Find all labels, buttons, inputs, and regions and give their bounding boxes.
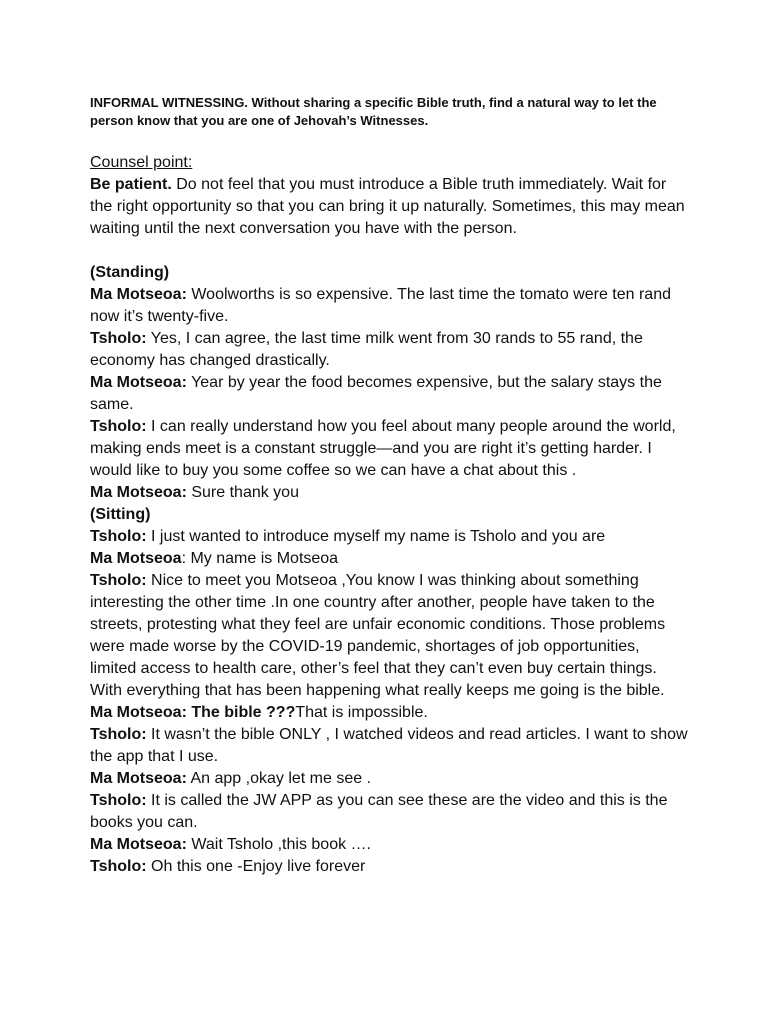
speaker-name: Tsholo: — [90, 572, 147, 589]
dialogue-text: Oh this one -Enjoy live forever — [146, 858, 366, 875]
counsel-bold: Be patient. — [90, 176, 172, 193]
dialogue-text: It wasn’t the bible ONLY , I watched videos and read articles. I want to show the app that I use. — [90, 726, 688, 765]
speaker-name: Tsholo: — [90, 858, 147, 875]
dialogue-line — [90, 834, 690, 856]
speaker-name: Ma Motseoa: — [90, 770, 187, 787]
speaker-name: Tsholo: — [90, 418, 147, 435]
dialogue-text: Wait Tsholo ,this book …. — [186, 836, 371, 853]
speaker-name: Tsholo: — [90, 330, 147, 347]
dialogue-text: Woolworths is so expensive. The last time the tomato were ten rand now it’s twenty-five. — [90, 286, 671, 325]
stage-direction-text: (Sitting) — [90, 506, 151, 523]
dialogue-line — [90, 482, 690, 504]
speaker-name: Ma Motseoa: — [90, 286, 187, 303]
dialogue-line — [90, 284, 690, 328]
speaker-name: Ma Motseoa: — [90, 836, 187, 853]
document-page — [90, 94, 690, 878]
counsel-body — [90, 174, 690, 240]
dialogue-text: Year by year the food becomes expensive, but the salary stays the same. — [90, 374, 662, 413]
dialogue-line — [90, 416, 690, 482]
stage-direction — [90, 504, 690, 526]
dialogue-line — [90, 570, 690, 702]
counsel-title: Counsel point: — [90, 154, 193, 171]
dialogue-line — [90, 526, 690, 548]
dialogue-line — [90, 724, 690, 768]
dialogue-line — [90, 790, 690, 834]
speaker-name: Ma Motseoa — [90, 550, 182, 567]
dialogue-text: Sure thank you — [186, 484, 299, 501]
speaker-name: Ma Motseoa: — [90, 484, 187, 501]
counsel-section — [90, 152, 690, 240]
dialogue-text: : My name is Motseoa — [181, 550, 339, 567]
dialogue-text: That is impossible. — [295, 704, 428, 721]
dialogue-line — [90, 548, 690, 570]
speaker-name: Ma Motseoa: The bible ??? — [90, 704, 296, 721]
speaker-name: Tsholo: — [90, 726, 147, 743]
stage-direction — [90, 262, 690, 284]
dialogue-line — [90, 768, 690, 790]
assignment-heading: INFORMAL WITNESSING. Without sharing a specific Bible truth, find a natural way to let the person know that you are one of Jehovah’s Witnesses. — [90, 95, 657, 128]
speaker-name: Ma Motseoa: — [90, 374, 187, 391]
speaker-name: Tsholo: — [90, 528, 147, 545]
dialogue-script — [90, 262, 690, 878]
dialogue-line — [90, 328, 690, 372]
dialogue-text: Yes, I can agree, the last time milk went from 30 rands to 55 rand, the economy has changed drastically. — [90, 330, 643, 369]
dialogue-line — [90, 372, 690, 416]
dialogue-text: An app ,okay let me see . — [186, 770, 372, 787]
stage-direction-text: (Standing) — [90, 264, 170, 281]
dialogue-text: It is called the JW APP as you can see these are the video and this is the books you can. — [90, 792, 668, 831]
dialogue-line — [90, 702, 690, 724]
speaker-name: Tsholo: — [90, 792, 147, 809]
dialogue-text: Nice to meet you Motseoa ,You know I was thinking about something interesting the other time .In one country after another, people have taken to the streets, protesting what they feel are unfair economic conditions. Those problems were made worse by the COVID-19 pandemic, shortages of job opportunities, limited access to health care, other’s feel that they can’t even buy certain things. With everything that has been happening what really keeps me going is the bible. — [90, 572, 666, 699]
dialogue-text: I can really understand how you feel about many people around the world, making ends meet is a constant struggle—and you are right it’s getting harder. I would like to buy you some coffee so we can have a chat about this . — [90, 418, 676, 479]
dialogue-line — [90, 856, 690, 878]
counsel-text: Do not feel that you must introduce a Bible truth immediately. Wait for the right opportunity so that you can bring it up naturally. Sometimes, this may mean waiting until the next conversation you have with the person. — [90, 176, 685, 237]
dialogue-text: I just wanted to introduce myself my name is Tsholo and you are — [146, 528, 606, 545]
